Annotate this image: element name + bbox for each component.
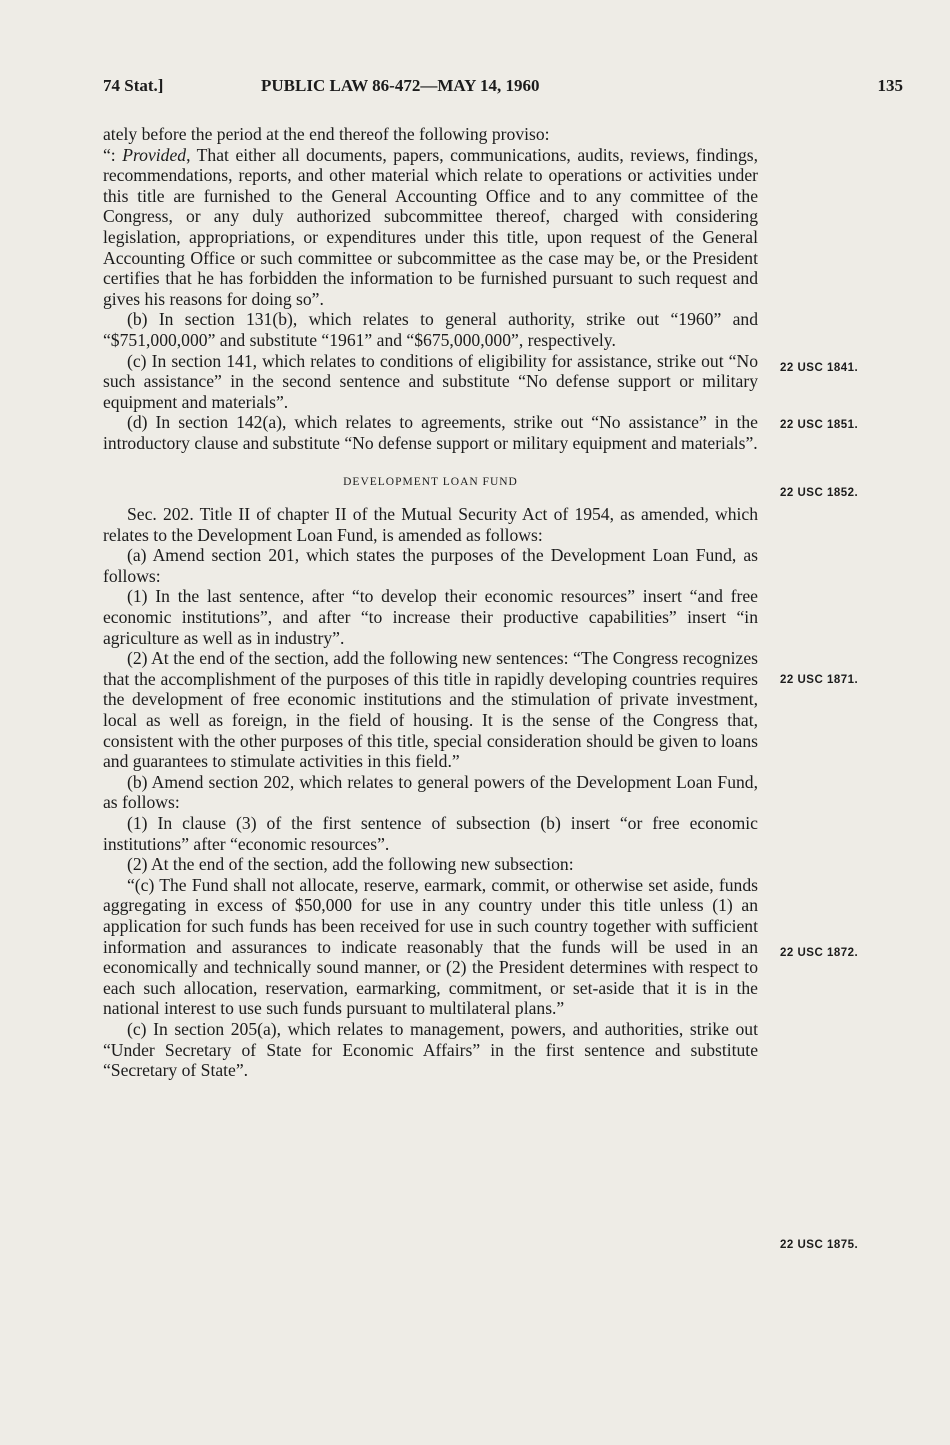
paragraph: Sec. 202. Title II of chapter II of the Mutual Security Act of 1954, as amended, which relates to the Development Loan Fund, is amended as follows: — [103, 504, 758, 545]
section-heading: DEVELOPMENT LOAN FUND — [343, 475, 518, 488]
paragraph: (c) In section 141, which relates to conditions of eligibility for assistance, strike out “No such assistance” in the second sentence and substitute “No defense support or military equipment and materials”. — [103, 350, 758, 412]
margin-citation: 22 USC 1875. — [780, 1239, 859, 1251]
document-body — [103, 124, 758, 1081]
margin-citation: 22 USC 1851. — [780, 419, 859, 431]
paragraph: (b) Amend section 202, which relates to general powers of the Development Loan Fund, as follows: — [103, 771, 758, 813]
page-title: PUBLIC LAW 86-472—MAY 14, 1960 — [261, 76, 540, 95]
paragraph: (a) Amend section 201, which states the purposes of the Development Loan Fund, as follows: — [103, 545, 758, 586]
paragraph: ately before the period at the end thereof the following proviso: — [103, 124, 550, 144]
margin-citation: 22 USC 1871. — [780, 674, 859, 686]
statute-reference: 74 Stat.] — [103, 76, 164, 95]
paragraph: (1) In the last sentence, after “to develop their economic resources” insert “and free economic institutions”, and after “to increase their productive capabilities” insert “in agriculture as well as in industry”. — [103, 586, 758, 648]
paragraph: (2) At the end of the section, add the following new subsection: — [127, 854, 574, 875]
paragraph: (2) At the end of the section, add the following new sentences: “The Congress recognizes that the accomplishment of the purposes of this title in rapidly developing countries requires the development of free economic institutions and the stimulation of private investment, local as well as foreign, in the field of housing. It is the sense of the Congress that, consistent with the other purposes of this title, special consideration should be given to loans and guarantees to stimulate activities in this field.” — [103, 648, 758, 772]
page-number: 135 — [877, 76, 903, 95]
paragraph: “(c) The Fund shall not allocate, reserve, earmark, commit, or otherwise set aside, funds aggregating in excess of $50,000 for use in any country under this title unless (1) an application for such funds has been received for use in such country together with sufficient information and assurances to indicate reasonably that the funds will be used in an economically and technically sound manner, or (2) the President determines with respect to each such allocation, reservation, earmarking, commitment, or set-aside that it is in the national interest to use such funds pursuant to multilateral plans.” — [103, 874, 758, 1019]
margin-citation: 22 USC 1872. — [780, 947, 859, 959]
margin-citation: 22 USC 1841. — [780, 362, 859, 374]
page-header — [103, 76, 903, 102]
margin-citation: 22 USC 1852. — [780, 487, 859, 499]
paragraph: (d) In section 142(a), which relates to agreements, strike out “No assistance” in the introductory clause and substitute “No defense support or military equipment and materials”. — [103, 412, 758, 453]
paragraph: “: Provided, That either all documents, papers, communications, audits, reviews, findings, recommendations, reports, and other material which relate to operations or activities under this title are furnished to the General Accounting Office and to any committee of the Congress, or any duly authorized subcommittee thereof, charged with considering legislation, appropriations, or expenditures under this title, upon request of the General Accounting Office or such committee or subcommittee as the case may be, or the President certifies that he has forbidden the information to be furnished pursuant to such request and gives his reasons for doing so”. — [103, 144, 758, 309]
paragraph: (1) In clause (3) of the first sentence of subsection (b) insert “or free economic institutions” after “economic resources”. — [103, 813, 758, 854]
paragraph: (b) In section 131(b), which relates to general authority, strike out “1960” and “$751,000,000” and substitute “1961” and “$675,000,000”, respectively. — [103, 309, 758, 350]
paragraph: (c) In section 205(a), which relates to management, powers, and authorities, strike out “Under Secretary of State for Economic Affairs” in the first sentence and substitute “Secretary of State”. — [103, 1018, 758, 1081]
